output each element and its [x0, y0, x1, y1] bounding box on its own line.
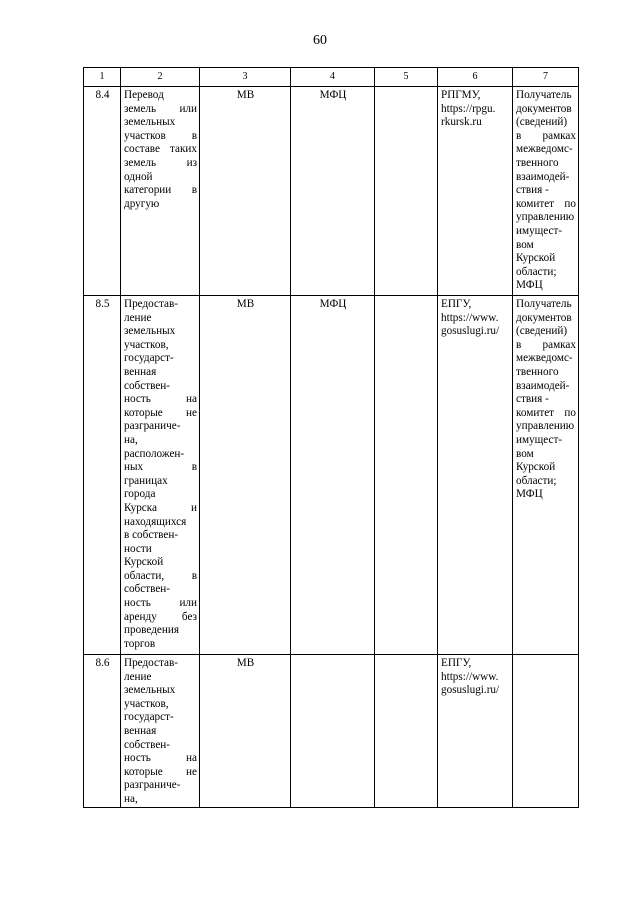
row-number: 8.4: [84, 87, 121, 296]
cell-line: Курска и: [124, 501, 197, 514]
cell-line: межведомс-: [516, 352, 573, 365]
cell-line: на,: [124, 792, 138, 805]
page-number: 60: [313, 33, 327, 48]
cell-line: государст-: [124, 352, 174, 365]
cell-line: участков в: [124, 129, 197, 142]
cell-line: области;: [516, 474, 557, 487]
cell-line: (сведений): [516, 116, 568, 129]
header-cell: 5: [375, 68, 438, 87]
cell-line: на,: [124, 433, 138, 446]
cell-line: gosuslugi.ru/: [441, 325, 500, 338]
cell-line: ных в: [124, 461, 197, 474]
cell-line: твенного: [516, 365, 559, 378]
cell-line: венная: [124, 365, 157, 378]
cell-line: границах: [124, 474, 168, 487]
cell-line: проведения: [124, 624, 179, 637]
cell-line: одной: [124, 170, 153, 183]
cell-line: разграниче-: [124, 420, 181, 433]
cell-line: ствия -: [516, 393, 549, 406]
cell-line: земель из: [124, 156, 197, 169]
cell-line: Курской: [516, 252, 556, 265]
cell-line: составе таких: [124, 143, 197, 156]
cell-line: в рамках: [516, 129, 576, 142]
cell-line: МФЦ: [516, 488, 543, 501]
cell-line: города: [124, 488, 156, 501]
cell-line: вом: [516, 238, 534, 251]
cell-line: ление: [124, 670, 152, 683]
cell-line: которые не: [124, 406, 197, 419]
header-row: [84, 68, 579, 87]
header-cell: 3: [200, 68, 291, 87]
col3-value: МВ: [200, 87, 291, 296]
cell-line: ление: [124, 311, 152, 324]
cell-line: венная: [124, 724, 157, 737]
cell-line: gosuslugi.ru/: [441, 684, 500, 697]
cell-line: собствен-: [124, 583, 171, 596]
row-number: 8.5: [84, 296, 121, 655]
header-cell: 1: [84, 68, 121, 87]
cell-line: межведомс-: [516, 143, 573, 156]
cell-line: области;: [516, 265, 557, 278]
col4-value: МФЦ: [291, 87, 375, 296]
cell-line: земельных: [124, 116, 176, 129]
cell-line: имущест-: [516, 433, 563, 446]
cell-line: Курской: [516, 461, 556, 474]
cell-line: управлению: [516, 211, 575, 224]
header-cell: 2: [121, 68, 200, 87]
cell-line: земель или: [124, 102, 197, 115]
cell-line: собствен-: [124, 379, 171, 392]
service-name: [121, 296, 200, 655]
cell-line: Предостав-: [124, 657, 179, 669]
cell-line: ность или: [124, 597, 197, 610]
cell-line: Предостав-: [124, 298, 179, 310]
cell-line: документов: [516, 311, 572, 324]
header-cell: 4: [291, 68, 375, 87]
cell-line: которые не: [124, 765, 197, 778]
cell-line: земельных: [124, 684, 176, 697]
cell-line: https://rpgu.: [441, 102, 496, 115]
cell-line: (сведений): [516, 325, 568, 338]
cell-line: ЕПГУ,: [441, 298, 472, 310]
cell-line: в рамках: [516, 338, 576, 351]
service-name: [121, 87, 200, 296]
cell-line: участков,: [124, 338, 169, 351]
cell-line: управлению: [516, 420, 575, 433]
cell-line: участков,: [124, 697, 169, 710]
cell-line: документов: [516, 102, 572, 115]
row-number: 8.6: [84, 655, 121, 808]
cell-line: области, в: [124, 569, 197, 582]
table-row: [84, 655, 579, 808]
cell-line: https://www.: [441, 311, 499, 324]
col3-value: МВ: [200, 655, 291, 808]
cell-line: комитет по: [516, 406, 576, 419]
cell-line: категории в: [124, 184, 197, 197]
portal-cell: [438, 296, 513, 655]
cell-line: ЕПГУ,: [441, 657, 472, 669]
cell-line: Получатель: [516, 298, 572, 310]
cell-line: https://www.: [441, 670, 499, 683]
cell-line: Получатель: [516, 89, 572, 101]
portal-cell: [438, 655, 513, 808]
table-row: [84, 296, 579, 655]
receiver-cell: [513, 655, 579, 808]
cell-line: земельных: [124, 325, 176, 338]
cell-line: взаимодей-: [516, 379, 570, 392]
cell-line: разграниче-: [124, 779, 181, 792]
receiver-cell: [513, 87, 579, 296]
cell-line: государст-: [124, 711, 174, 724]
services-table: [83, 67, 579, 808]
cell-line: вом: [516, 447, 534, 460]
cell-line: ность на: [124, 393, 197, 406]
header-cell: 7: [513, 68, 579, 87]
cell-line: имущест-: [516, 224, 563, 237]
cell-line: собствен-: [124, 738, 171, 751]
col5-value: [375, 655, 438, 808]
portal-cell: [438, 87, 513, 296]
col3-value: МВ: [200, 296, 291, 655]
cell-line: Курской: [124, 556, 164, 569]
cell-line: в собствен-: [124, 529, 179, 542]
cell-line: другую: [124, 197, 160, 210]
service-name: [121, 655, 200, 808]
cell-line: РПГМУ,: [441, 89, 481, 101]
cell-line: аренду без: [124, 610, 197, 623]
cell-line: rkursk.ru: [441, 116, 482, 129]
cell-line: торгов: [124, 637, 156, 650]
cell-line: ности: [124, 542, 152, 555]
cell-line: твенного: [516, 156, 559, 169]
cell-line: МФЦ: [516, 279, 543, 292]
cell-line: комитет по: [516, 197, 576, 210]
cell-line: ность на: [124, 752, 197, 765]
col5-value: [375, 87, 438, 296]
cell-line: расположен-: [124, 447, 185, 460]
header-cell: 6: [438, 68, 513, 87]
cell-line: находящихся: [124, 515, 187, 528]
cell-line: Перевод: [124, 89, 164, 101]
col4-value: [291, 655, 375, 808]
receiver-cell: [513, 296, 579, 655]
cell-line: ствия -: [516, 184, 549, 197]
cell-line: взаимодей-: [516, 170, 570, 183]
col5-value: [375, 296, 438, 655]
col4-value: МФЦ: [291, 296, 375, 655]
table-row: [84, 87, 579, 296]
